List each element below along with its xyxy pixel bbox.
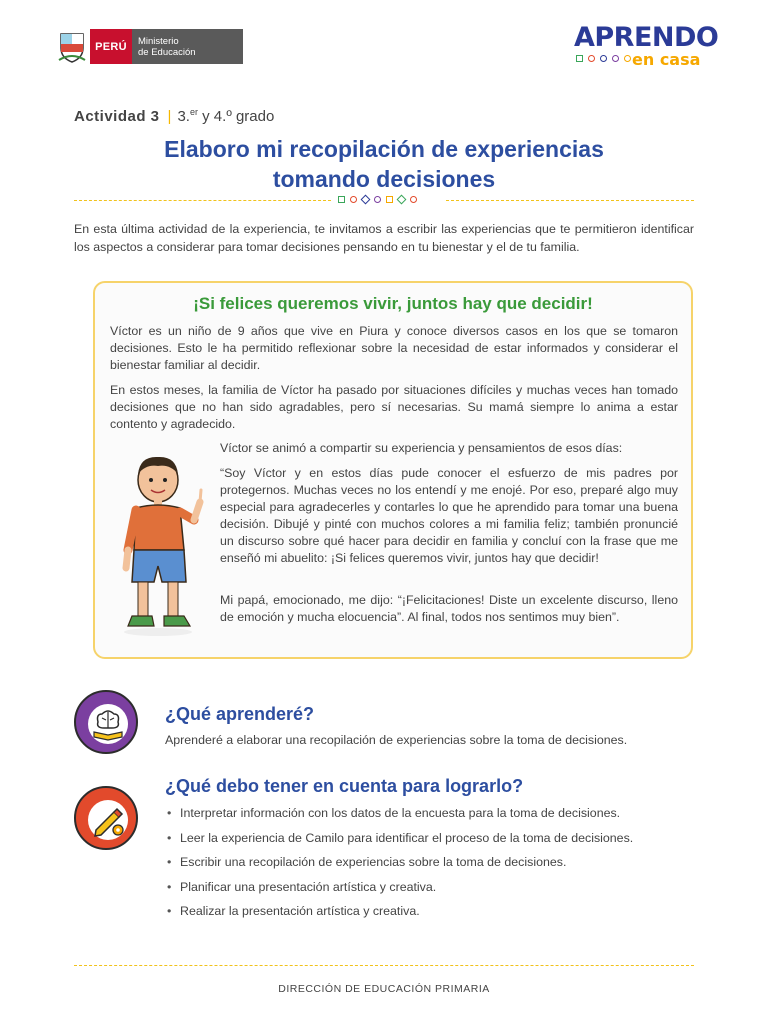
- page-title: [74, 134, 694, 194]
- peru-logo: [90, 29, 132, 64]
- footer-divider: [74, 965, 694, 966]
- story-paragraph-1: Víctor es un niño de 9 años que vive en Piura y conoce diversos casos en los que se tomaron decisiones. Esto le ha permitido reflexionar sobre la necesidad de estar informados y considerar el bienestar familiar al decidir.: [110, 324, 678, 372]
- story-paragraph-2: En estos meses, la familia de Víctor ha pasado por situaciones difíciles y muchas veces han tomado decisiones que no han sido agradables, pero sí necesarias. Su mamá siempre lo anima a estar contento y agradecido.: [110, 383, 678, 431]
- criteria-list: [165, 806, 705, 929]
- list-item: • Planificar una presentación artística y creativa.: [165, 880, 705, 905]
- learn-heading: ¿Qué aprenderé?: [165, 704, 315, 724]
- brand-dots-icon: [576, 55, 631, 62]
- list-item: • Realizar la presentación artística y creativa.: [165, 904, 705, 929]
- boy-illustration-icon: [118, 450, 208, 640]
- activity-separator: |: [167, 108, 172, 125]
- intro-paragraph: En esta última actividad de la experiencia, te invitamos a escribir las experiencias que te permitieron identificar los aspectos a considerar para tomar decisiones pensando en tu bienestar y el de tu familia.: [74, 222, 694, 254]
- story-paragraph-5: Mi papá, emocionado, me dijo: “¡Felicitaciones! Diste un excelente discurso, lleno de emoción y mucha elocuencia”. Al final, todos nos sentimos muy bien”.: [220, 593, 678, 624]
- title-divider: [74, 196, 694, 206]
- story-paragraph-4: “Soy Víctor y en estos días pude conocer el esfuerzo de mis padres por protegernos. Muchas veces no los entendí y me enojé. Por eso, preparé algo muy especial para agradecerles y contarles lo que he aprendido para tomar una buena decisión. Dibujé y pinté con muchos colores a mi familia feliz; también pronuncié un discurso sobre qué hacer para decidir en familia y concluí con la frase que me enseñó mi abuelito: ¡Si felices queremos vivir, juntos hay que decidir!: [220, 466, 678, 565]
- story-paragraph-3: Víctor se animó a compartir su experiencia y pensamientos de esos días:: [220, 441, 623, 455]
- activity-label: Actividad 3: [74, 108, 160, 125]
- grade-text: y 4.º grado: [197, 108, 275, 125]
- learn-text: Aprenderé a elaborar una recopilación de experiencias sobre la toma de decisiones.: [165, 733, 628, 747]
- pencil-gear-icon: [74, 786, 138, 850]
- story-title: ¡Si felices queremos vivir, juntos hay que decidir!: [193, 294, 593, 313]
- list-item: • Interpretar información con los datos de la encuesta para la toma de decisiones.: [165, 806, 705, 831]
- divider-shapes-icon: [338, 196, 417, 203]
- country-label: PERÚ: [95, 40, 127, 53]
- brand-sub: en casa: [632, 50, 701, 69]
- footer-text: DIRECCIÓN DE EDUCACIÓN PRIMARIA: [278, 983, 490, 995]
- title-line-1: Elaboro mi recopilación de experiencias: [164, 136, 604, 162]
- grade-number: 3.: [177, 108, 190, 125]
- grade-superscript: er: [189, 107, 198, 117]
- ministry-line-2: de Educación: [138, 47, 196, 58]
- aprendo-en-casa-logo: [574, 22, 724, 72]
- ministry-logo: [132, 29, 243, 64]
- brain-book-icon: [74, 690, 138, 754]
- list-item: • Leer la experiencia de Camilo para identificar el proceso de la toma de decisiones.: [165, 831, 705, 856]
- ministry-line-1: Ministerio: [138, 36, 179, 47]
- title-line-2: tomando decisiones: [272, 166, 496, 192]
- national-seal-icon: [58, 30, 86, 64]
- activity-line: [74, 107, 274, 125]
- criteria-heading: ¿Qué debo tener en cuenta para lograrlo?: [165, 776, 524, 796]
- brand-main: APRENDO: [574, 22, 719, 53]
- list-item: • Escribir una recopilación de experiencias sobre la toma de decisiones.: [165, 855, 705, 880]
